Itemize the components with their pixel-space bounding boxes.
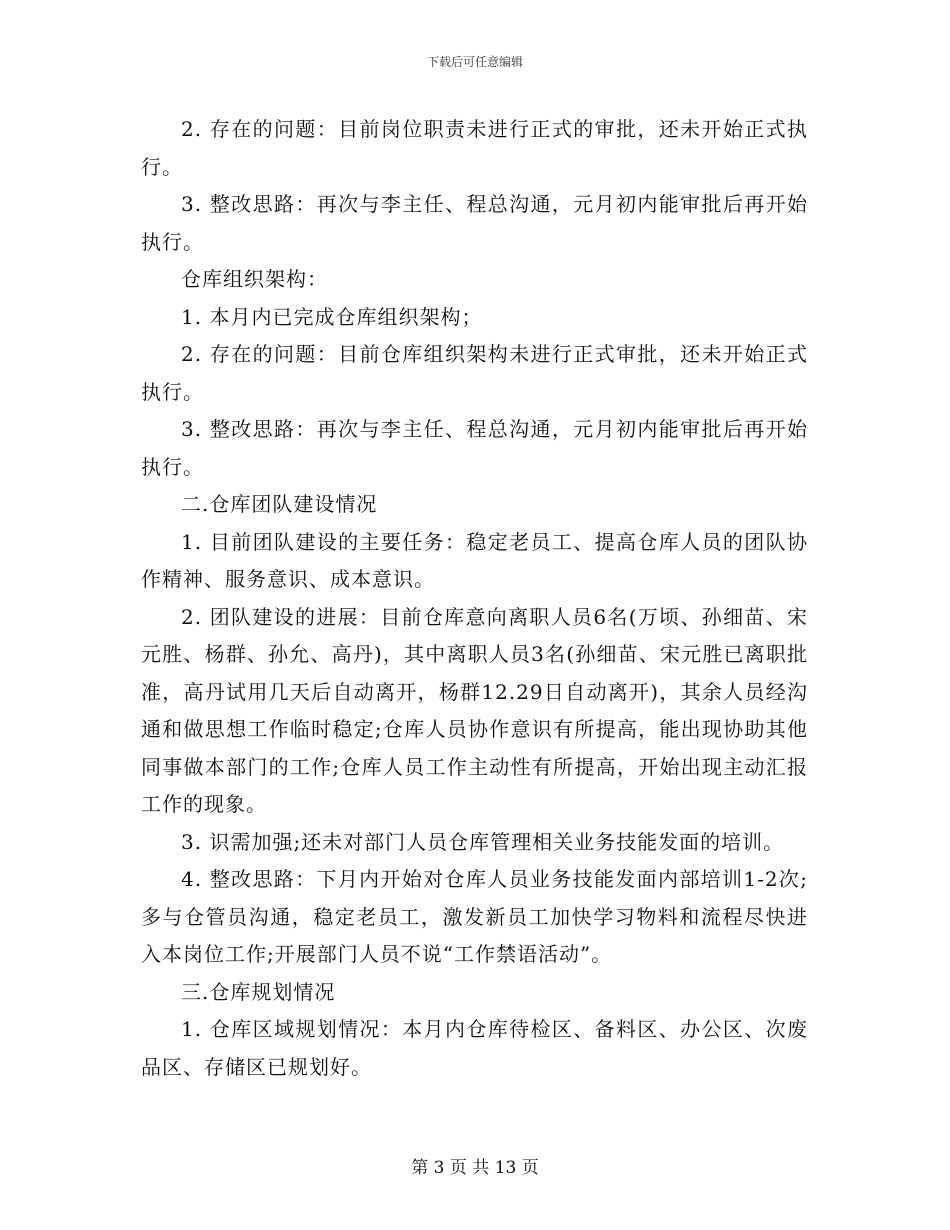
paragraph-duty-issue: 2. 存在的问题：目前岗位职责未进行正式的审批，还未开始正式执行。 [141,117,808,179]
paragraph-org-issue: 2. 存在的问题：目前仓库组织架构未进行正式审批，还未开始正式执行。 [141,342,808,404]
paragraph-team-fix: 4. 整改思路：下月内开始对仓库人员业务技能发面内部培训1-2次;多与仓管员沟通，稳定老员工，激发新员工加快学习物料和流程尽快进入本岗位工作;开展部门人员不说“工作禁语活动”。 [141,867,808,966]
paragraph-org-heading: 仓库组织架构： [181,267,328,291]
paragraph-duty-fix: 3. 整改思路：再次与李主任、程总沟通，元月初内能审批后再开始执行。 [141,192,808,254]
page-footer: 第 3 页 共 13 页 [411,1158,539,1178]
document-body [141,111,808,1086]
paragraph-team-progress: 2. 团队建设的进展：目前仓库意向离职人员6名(万顷、孙细苗、宋元胜、杨群、孙允、高丹)，其中离职人员3名(孙细苗、宋元胜已离职批准，高丹试用几天后自动离开，杨群12.29日自动离开)，其余人员经沟通和做思想工作临时稳定;仓库人员协作意识有所提高，能出现协助其他同事做本部门的工作;仓库人员工作主动性有所提高，开始出现主动汇报工作的现象。 [141,604,808,816]
section-heading-team: 二.仓库团队建设情况 [181,492,378,516]
paragraph-team-gap: 3. 识需加强;还未对部门人员仓库管理相关业务技能发面的培训。 [181,829,785,854]
paragraph-org-fix: 3. 整改思路：再次与李主任、程总沟通，元月初内能审批后再开始执行。 [141,417,808,479]
page-header: 下载后可任意编辑 [426,55,523,69]
paragraph-team-task: 1. 目前团队建设的主要任务：稳定老员工、提高仓库人员的团队协作精神、服务意识、成本意识。 [141,529,808,591]
paragraph-org-done: 1. 本月内已完成仓库组织架构； [181,304,483,329]
section-heading-planning: 三.仓库规划情况 [181,979,336,1004]
paragraph-planning-area: 1. 仓库区域规划情况：本月内仓库待检区、备料区、办公区、次废品区、存储区已规划好。 [141,1017,808,1079]
